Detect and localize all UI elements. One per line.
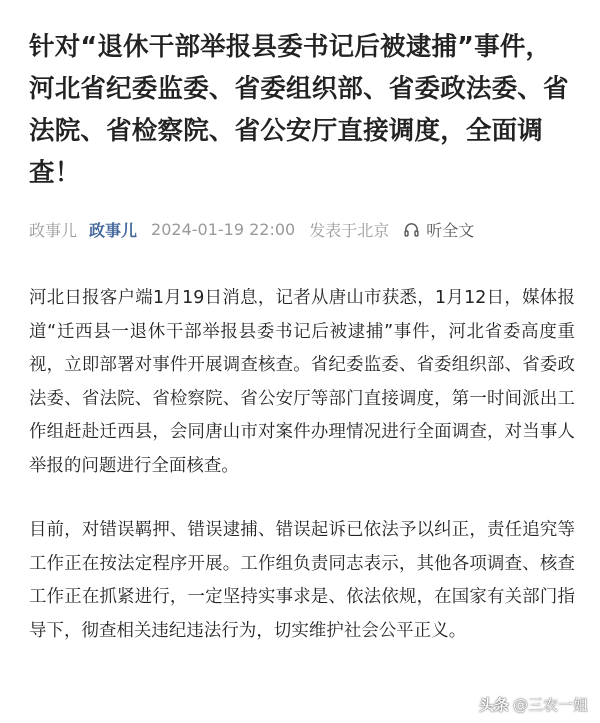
article-meta [29, 216, 575, 242]
listen-label: 听全文 [426, 220, 475, 240]
article [29, 26, 575, 648]
publish-location: 发表于北京 [309, 220, 390, 240]
publish-datetime: 2024-01-19 22:00 [151, 219, 296, 239]
listen-button[interactable] [403, 218, 474, 241]
author-link[interactable]: 政事儿 [89, 220, 138, 240]
article-paragraph: 河北日报客户端1月19日消息，记者从唐山市获悉，1月12日，媒体报道“迁西县一退休干部举报县委书记后被逮捕”事件，河北省委高度重视，立即部署对事件开展调查核查。省纪委监委、省委组织部、省委政法委、省法院、省检察院、省公安厅等部门直接调度，第一时间派出工作组赶赴迁西县，会同唐山市对案件办理情况进行全面调查，对当事人举报的问题进行全面核查。 [29, 288, 575, 476]
watermark-platform: 头条 [478, 696, 509, 714]
article-source: 政事儿 [29, 220, 78, 240]
watermark-handle: @三农一姐 [512, 696, 588, 714]
article-title: 针对“退休干部举报县委书记后被逮捕”事件，河北省纪委监委、省委组织部、省委政法委、省法院、省检察院、省公安厅直接调度，全面调查！ [29, 32, 569, 188]
headphones-icon [403, 221, 420, 238]
watermark [479, 694, 588, 715]
article-paragraph: 目前，对错误羁押、错误逮捕、错误起诉已依法予以纠正，责任追究等工作正在按法定程序开展。工作组负责同志表示，其他各项调查、核查工作正在抓紧进行，一定坚持实事求是、依法依规，在国家有关部门指导下，彻查相关违纪违法行为，切实维护社会公平正义。 [29, 520, 575, 641]
